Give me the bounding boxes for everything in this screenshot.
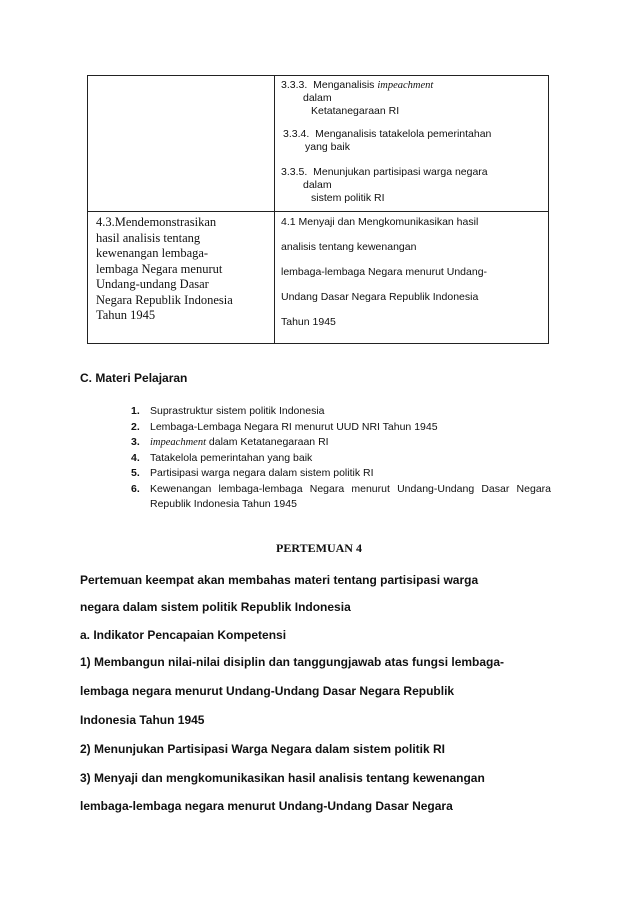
competency-table: [87, 75, 549, 344]
kd-left-line: Undang-undang Dasar: [96, 277, 209, 291]
body-line: 3) Menyaji dan mengkomunikasikan hasil analisis tentang kewenangan: [80, 771, 485, 785]
body-line: Indonesia Tahun 1945: [80, 713, 205, 727]
kd-left-line: lembaga Negara menurut: [96, 261, 223, 276]
body-line: Pertemuan keempat akan membahas materi tentang partisipasi warga: [80, 573, 479, 587]
list-item: [131, 482, 551, 513]
body-line: lembaga negara menurut Undang-Undang Dasar Negara Republik: [80, 684, 455, 698]
list-item: [131, 451, 551, 467]
kd-right-line: lembaga-lembaga Negara menurut Undang-: [281, 266, 488, 278]
materi-list: [131, 404, 551, 513]
table-column-divider: [274, 76, 275, 343]
indicator-text: Menganalisis: [313, 79, 378, 91]
list-text: Kewenangan lembaga-lembaga Negara menurut Undang-Undang Dasar Negara Republik Indonesia Tahun 1945: [150, 482, 551, 510]
kd-left-line: kewenangan lembaga-: [96, 246, 209, 260]
list-number: 5.: [131, 467, 140, 479]
kd-4-1-cell: [281, 216, 543, 341]
kd-left-line: 4.3.Mendemonstrasikan: [96, 215, 217, 229]
indicator-italic: impeachment: [377, 80, 434, 91]
indicator-number: 3.3.5.: [281, 166, 308, 178]
kd-4-3-cell: [96, 215, 271, 324]
indicator-text: Menganalisis tatakelola pemerintahan: [315, 128, 492, 140]
list-italic: impeachment: [150, 437, 206, 448]
body-line: a. Indikator Pencapaian Kompetensi: [80, 628, 287, 642]
indicator-line3: sistem politik RI: [311, 192, 385, 204]
kd-left-line: hasil analisis tentang: [96, 230, 201, 245]
kd-right-line: Tahun 1945: [281, 316, 336, 328]
list-text: [150, 435, 551, 451]
list-number: 2.: [131, 420, 140, 433]
section-title-materi: C. Materi Pelajaran: [80, 371, 188, 385]
indicator-3-3-5: [281, 166, 488, 205]
kd-left-line: Negara Republik Indonesia: [96, 292, 233, 307]
kd-right-line: Undang Dasar Negara Republik Indonesia: [281, 291, 479, 303]
list-item: [131, 435, 551, 451]
indicator-number: 3.3.4.: [283, 128, 310, 140]
list-number: 3.: [131, 436, 140, 448]
list-text: Partisipasi warga negara dalam sistem politik RI: [150, 467, 374, 479]
body-line: lembaga-lembaga negara menurut Undang-Undang Dasar Negara: [80, 799, 453, 813]
list-text: Tatakelola pemerintahan yang baik: [150, 451, 313, 464]
indicator-line3: Ketatanegaraan RI: [311, 105, 400, 117]
kd-right-line: 4.1 Menyaji dan Mengkomunikasikan hasil: [281, 216, 479, 228]
table-row-divider: [88, 211, 548, 212]
body-line: 2) Menunjukan Partisipasi Warga Negara dalam sistem politik RI: [80, 742, 445, 756]
indicator-3-3-4: [283, 128, 491, 154]
indicator-number: 3.3.3.: [281, 79, 308, 91]
list-text-rest: dalam Ketatanegaraan RI: [205, 436, 329, 448]
list-number: 1.: [131, 405, 140, 417]
list-item: [131, 420, 551, 436]
list-text: Suprastruktur sistem politik Indonesia: [150, 405, 325, 417]
list-number: 4.: [131, 451, 140, 464]
list-text: Lembaga-Lembaga Negara RI menurut UUD NRI Tahun 1945: [150, 420, 438, 433]
body-line: 1) Membangun nilai-nilai disiplin dan tanggungjawab atas fungsi lembaga-: [80, 655, 505, 669]
list-item: [131, 466, 551, 482]
pertemuan-heading: PERTEMUAN 4: [276, 541, 362, 555]
kd-right-line: analisis tentang kewenangan: [281, 241, 417, 253]
kd-left-line: Tahun 1945: [96, 308, 156, 322]
list-number: 6.: [131, 482, 140, 495]
indicator-line2: dalam: [303, 92, 332, 104]
list-item: [131, 404, 551, 420]
indicator-line2: dalam: [303, 179, 332, 191]
body-line: negara dalam sistem politik Republik Indonesia: [80, 600, 351, 614]
indicator-3-3-3: [281, 79, 433, 118]
indicator-line2: yang baik: [305, 141, 350, 153]
indicator-text: Menunjukan partisipasi warga negara: [313, 166, 488, 178]
